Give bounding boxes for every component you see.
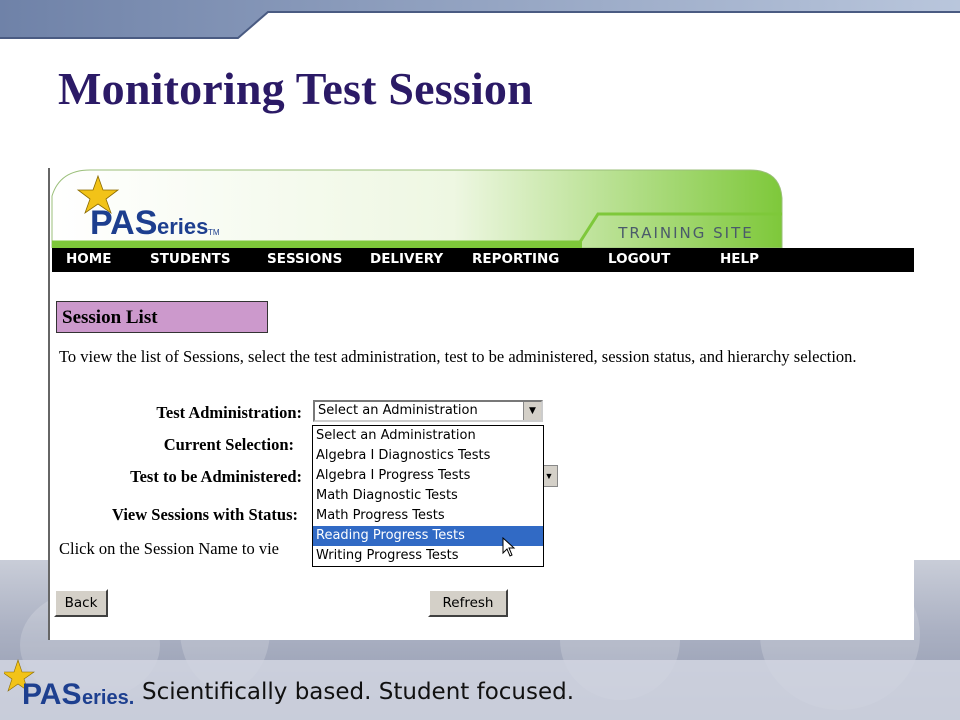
view-sessions-status-label: View Sessions with Status: [112, 505, 298, 524]
main-navbar [52, 248, 914, 272]
svg-text:PAS: PAS [22, 678, 82, 711]
refresh-button[interactable]: Refresh [428, 589, 508, 617]
pas-series-footer-logo [4, 658, 144, 714]
svg-text:eries.: eries. [82, 687, 135, 709]
tagline: Scientifically based. Student focused. [142, 679, 575, 705]
dropdown-option[interactable]: Algebra I Progress Tests [316, 468, 471, 483]
nav-sessions[interactable]: SESSIONS [267, 251, 343, 267]
test-select-chevron-down-icon[interactable]: ▼ [540, 465, 558, 487]
dropdown-option[interactable]: Math Progress Tests [316, 508, 445, 523]
nav-delivery[interactable]: DELIVERY [370, 251, 444, 267]
test-administration-select[interactable] [313, 400, 543, 422]
nav-logout[interactable]: LOGOUT [608, 251, 671, 267]
nav-help[interactable]: HELP [720, 251, 760, 267]
nav-reporting[interactable]: REPORTING [472, 251, 560, 267]
select-value: Select an Administration [318, 403, 478, 418]
mouse-pointer-icon [502, 537, 516, 557]
dropdown-option[interactable]: Writing Progress Tests [316, 548, 459, 563]
app-window [48, 168, 914, 640]
training-site-label: TRAINING SITE [618, 224, 754, 242]
top-banner-decoration [0, 0, 960, 40]
pas-series-logo [62, 172, 262, 242]
current-selection-label: Current Selection: [163, 435, 294, 454]
nav-home[interactable]: HOME [66, 251, 112, 267]
nav-students[interactable]: STUDENTS [150, 251, 231, 267]
dropdown-option-highlighted[interactable]: Reading Progress Tests [313, 526, 543, 546]
test-administration-label: Test Administration: [156, 403, 302, 422]
dropdown-option[interactable]: Math Diagnostic Tests [316, 488, 458, 503]
click-session-name-text: Click on the Session Name to vie [59, 539, 279, 558]
dropdown-option[interactable]: Select an Administration [316, 428, 476, 443]
slide-title: Monitoring Test Session [58, 63, 533, 114]
back-button[interactable]: Back [54, 589, 108, 617]
test-to-be-administered-label: Test to be Administered: [130, 467, 302, 486]
svg-text:TM: TM [208, 228, 220, 237]
svg-text:eries: eries [157, 214, 209, 239]
chevron-down-icon[interactable]: ▼ [523, 402, 541, 420]
dropdown-option[interactable]: Algebra I Diagnostics Tests [316, 448, 491, 463]
session-list-header: Session List [56, 301, 268, 333]
logo-text: PAS [90, 204, 158, 242]
instructions-text: To view the list of Sessions, select the test administration, test to be administered, session status, and hierarchy selection. [59, 347, 857, 366]
